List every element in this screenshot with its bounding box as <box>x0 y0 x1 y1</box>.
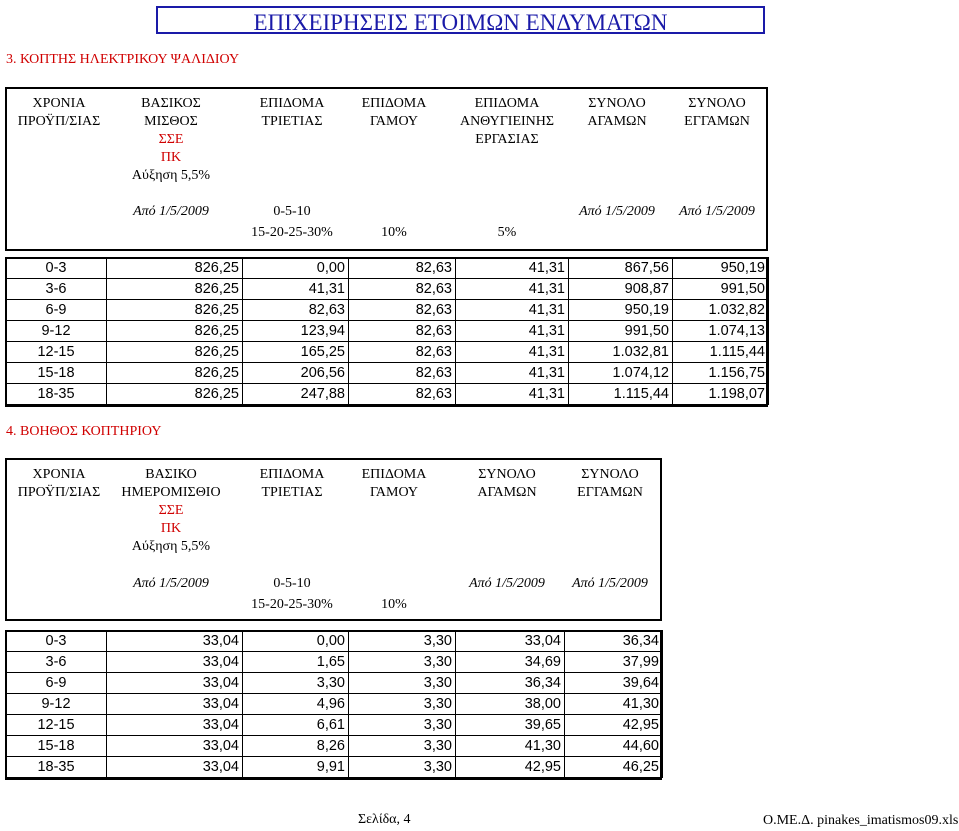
table-cell: 33,04 <box>107 631 243 652</box>
table-cell: 33,04 <box>107 652 243 673</box>
table-cell: 3,30 <box>349 694 456 715</box>
table-cell: 0,00 <box>243 258 349 279</box>
header-triennial: ΕΠΙΔΟΜΑ ΤΡΙΕΤΙΑΣ <box>259 467 325 500</box>
table-cell: 950,19 <box>569 300 673 321</box>
table-cell: 41,31 <box>456 258 569 279</box>
table-row <box>6 736 663 757</box>
table-cell: 6-9 <box>6 673 107 694</box>
table-cell: 46,25 <box>565 757 663 778</box>
table-cell: 3-6 <box>6 652 107 673</box>
table-cell: 1.074,13 <box>673 321 769 342</box>
table-cell: 826,25 <box>107 342 243 363</box>
table-cell: 12-15 <box>6 342 107 363</box>
header-marriage-rate: 10% <box>381 597 407 612</box>
table-row <box>6 321 769 342</box>
header-marriage: ΕΠΙΔΟΜΑ ΓΑΜΟΥ <box>361 467 427 500</box>
table-cell: 41,31 <box>456 279 569 300</box>
table-cell: 39,64 <box>565 673 663 694</box>
table-row <box>6 258 769 279</box>
table-cell: 826,25 <box>107 363 243 384</box>
table-cell: 3,30 <box>349 652 456 673</box>
footer-page-number: Σελίδα, 4 <box>358 812 411 827</box>
table-cell: 82,63 <box>349 363 456 384</box>
table-cell: 3,30 <box>349 631 456 652</box>
header-total-single-from: Από 1/5/2009 <box>579 204 655 219</box>
table-cell: 15-18 <box>6 363 107 384</box>
table-cell: 3,30 <box>349 736 456 757</box>
table-row <box>6 279 769 300</box>
table-cell: 41,31 <box>456 363 569 384</box>
table-cell: 3,30 <box>243 673 349 694</box>
table-cell: 206,56 <box>243 363 349 384</box>
table-cell: 826,25 <box>107 384 243 405</box>
table-cell: 0-3 <box>6 258 107 279</box>
table-cell: 41,31 <box>243 279 349 300</box>
table-row <box>6 300 769 321</box>
table-cell: 36,34 <box>456 673 565 694</box>
table-cell: 41,31 <box>456 342 569 363</box>
table-row <box>6 631 663 652</box>
table-cell: 42,95 <box>565 715 663 736</box>
table-cell: 41,30 <box>456 736 565 757</box>
table-cell: 33,04 <box>107 673 243 694</box>
table-cell: 165,25 <box>243 342 349 363</box>
table-cell: 82,63 <box>349 300 456 321</box>
header-triennial: ΕΠΙΔΟΜΑ ΤΡΙΕΤΙΑΣ <box>259 96 325 129</box>
table-cell: 4,96 <box>243 694 349 715</box>
header-total-married-from: Από 1/5/2009 <box>679 204 755 219</box>
table-cell: 6-9 <box>6 300 107 321</box>
table-cell: 41,31 <box>456 300 569 321</box>
table-row <box>6 673 663 694</box>
table-cell: 3,30 <box>349 673 456 694</box>
table-cell: 41,31 <box>456 321 569 342</box>
table-cell: 826,25 <box>107 279 243 300</box>
table-cell: 1.115,44 <box>569 384 673 405</box>
table-cell: 82,63 <box>349 279 456 300</box>
table-cell: 82,63 <box>349 258 456 279</box>
header-base-wage: ΒΑΣΙΚΟ ΗΜΕΡΟΜΙΣΘΙΟ ΣΣΕ ΠΚ Αύξηση 5,5% <box>121 467 221 554</box>
header-hygiene: ΕΠΙΔΟΜΑ ΑΝΘΥΓΙΕΙΝΗΣ ΕΡΓΑΣΙΑΣ <box>459 96 555 147</box>
table-cell: 33,04 <box>107 736 243 757</box>
table-cell: 991,50 <box>569 321 673 342</box>
table-cell: 0,00 <box>243 631 349 652</box>
header-hygiene-rate: 5% <box>497 225 517 240</box>
table-row <box>6 342 769 363</box>
header-base-from: Από 1/5/2009 <box>133 576 209 591</box>
table-cell: 15-18 <box>6 736 107 757</box>
table-row <box>6 715 663 736</box>
table-cell: 3-6 <box>6 279 107 300</box>
table-cell: 1.156,75 <box>673 363 769 384</box>
section2-title: 4. ΒΟΗΘΟΣ ΚΟΠΤΗΡΙΟΥ <box>6 424 162 439</box>
table-cell: 33,04 <box>456 631 565 652</box>
header-years: ΧΡΟΝΙΑ ΠΡΟΫΠ/ΣΙΑΣ <box>17 96 101 129</box>
table-cell: 9-12 <box>6 321 107 342</box>
table-cell: 37,99 <box>565 652 663 673</box>
table-cell: 1.198,07 <box>673 384 769 405</box>
table-cell: 9-12 <box>6 694 107 715</box>
header-total-married: ΣΥΝΟΛΟ ΕΓΓΑΜΩΝ <box>577 467 643 500</box>
table-cell: 1,65 <box>243 652 349 673</box>
table-cell: 18-35 <box>6 757 107 778</box>
table-cell: 1.115,44 <box>673 342 769 363</box>
table-cell: 9,91 <box>243 757 349 778</box>
header-total-single: ΣΥΝΟΛΟ ΑΓΑΜΩΝ <box>477 467 537 500</box>
header-total-single-from: Από 1/5/2009 <box>469 576 545 591</box>
table-cell: 1.032,82 <box>673 300 769 321</box>
table-cell: 826,25 <box>107 321 243 342</box>
header-triennial-rates: 0-5-10 15-20-25-30% <box>251 204 333 240</box>
table-cell: 44,60 <box>565 736 663 757</box>
table-row <box>6 384 769 405</box>
table-cell: 908,87 <box>569 279 673 300</box>
table-cell: 1.032,81 <box>569 342 673 363</box>
table-cell: 82,63 <box>349 384 456 405</box>
table-cell: 42,95 <box>456 757 565 778</box>
table-row <box>6 363 769 384</box>
section1-title: 3. ΚΟΠΤΗΣ ΗΛΕΚΤΡΙΚΟΥ ΨΑΛΙΔΙΟΥ <box>6 52 240 67</box>
table-cell: 33,04 <box>107 694 243 715</box>
section1-header <box>5 87 768 251</box>
table-cell: 82,63 <box>243 300 349 321</box>
table-cell: 991,50 <box>673 279 769 300</box>
table-cell: 3,30 <box>349 757 456 778</box>
table-cell: 36,34 <box>565 631 663 652</box>
header-marriage: ΕΠΙΔΟΜΑ ΓΑΜΟΥ <box>361 96 427 129</box>
table-cell: 826,25 <box>107 300 243 321</box>
section1-table <box>5 257 769 405</box>
header-base-from: Από 1/5/2009 <box>133 204 209 219</box>
table-row <box>6 757 663 778</box>
header-total-married-from: Από 1/5/2009 <box>572 576 648 591</box>
table-cell: 826,25 <box>107 258 243 279</box>
table-cell: 39,65 <box>456 715 565 736</box>
table-cell: 867,56 <box>569 258 673 279</box>
section2-table <box>5 630 663 778</box>
table-cell: 0-3 <box>6 631 107 652</box>
table-row <box>6 652 663 673</box>
table-cell: 123,94 <box>243 321 349 342</box>
table-cell: 34,69 <box>456 652 565 673</box>
header-base-salary: ΒΑΣΙΚΟΣ ΜΙΣΘΟΣ ΣΣΕ ΠΚ Αύξηση 5,5% <box>131 96 211 183</box>
table-cell: 33,04 <box>107 757 243 778</box>
header-years: ΧΡΟΝΙΑ ΠΡΟΫΠ/ΣΙΑΣ <box>17 467 101 500</box>
table-cell: 38,00 <box>456 694 565 715</box>
table-cell: 950,19 <box>673 258 769 279</box>
table-cell: 41,30 <box>565 694 663 715</box>
table-cell: 82,63 <box>349 321 456 342</box>
header-total-single: ΣΥΝΟΛΟ ΑΓΑΜΩΝ <box>587 96 647 129</box>
document-banner <box>156 6 765 34</box>
footer-filename: Ο.ΜΕ.Δ. pinakes_imatismos09.xls <box>763 813 959 828</box>
table-cell: 3,30 <box>349 715 456 736</box>
table-cell: 41,31 <box>456 384 569 405</box>
table-cell: 6,61 <box>243 715 349 736</box>
table-cell: 8,26 <box>243 736 349 757</box>
table-cell: 12-15 <box>6 715 107 736</box>
table-cell: 82,63 <box>349 342 456 363</box>
table-row <box>6 694 663 715</box>
table-cell: 18-35 <box>6 384 107 405</box>
table-cell: 247,88 <box>243 384 349 405</box>
table-cell: 1.074,12 <box>569 363 673 384</box>
section2-header <box>5 458 662 621</box>
header-triennial-rates: 0-5-10 15-20-25-30% <box>251 576 333 612</box>
header-marriage-rate: 10% <box>381 225 407 240</box>
table-cell: 33,04 <box>107 715 243 736</box>
header-total-married: ΣΥΝΟΛΟ ΕΓΓΑΜΩΝ <box>684 96 750 129</box>
banner-title: ΕΠΙΧΕΙΡΗΣΕΙΣ ΕΤΟΙΜΩΝ ΕΝΔΥΜΑΤΩΝ <box>253 10 668 35</box>
